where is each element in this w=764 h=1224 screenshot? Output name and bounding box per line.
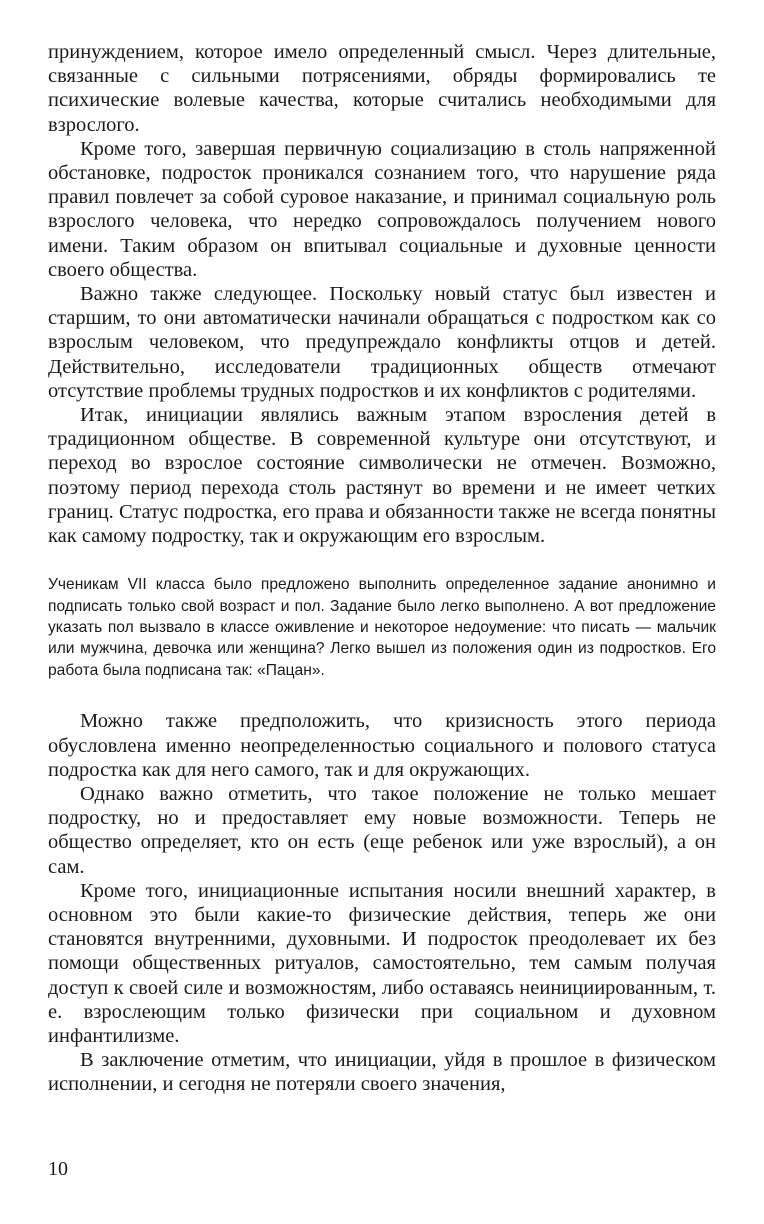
paragraph: Важно также следующее. Поскольку новый статус был известен и старшим, то они автоматически начинали обращаться с подростком как со взрослым человеком, что предупреждало конфликты отцов и детей. Действительно, исследователи традиционных обществ отмечают отсутствие проблемы трудных подростков и их конфликтов с родителями.: [48, 283, 716, 402]
paragraph: Кроме того, завершая первичную социализацию в столь напряженной обстановке, подросток проникался сознанием того, что нарушение ряда правил повлечет за собой суровое наказание, и принимал социальную роль взрослого человека, что нередко сопровождалось получением нового имени. Таким образом он впитывал социальные и духовные ценности своего общества.: [48, 137, 716, 281]
paragraph: Однако важно отметить, что такое положение не только мешает подростку, но и предоставляет ему новые возможности. Теперь не общество определяет, кто он есть (еще ребенок или уже взрослый), а он сам.: [48, 782, 716, 878]
paragraph: Кроме того, инициационные испытания носили внешний характер, в основном это были какие-то физические действия, теперь же они становятся внутренними, духовными. И подросток преодолевает их без помощи общественных ритуалов, самостоятельно, тем самым получая доступ к своей силе и возможностям, либо оставаясь неинициированным, т. е. взрослеющим только физически при социальном и духовном инфантилизме.: [48, 879, 716, 1047]
example-note: Ученикам VII класса было предложено выполнить определенное задание анонимно и подписать только свой возраст и пол. Задание было легко выполнено. А вот предложение указать пол вызвало в классе оживление и некоторое недоумение: что писать — мальчик или мужчина, девочка или женщина? Легко вышел из положения один из подростков. Его работа была подписана так: «Пацан».: [48, 576, 716, 679]
paragraph: Итак, инициации являлись важным этапом взросления детей в традиционном обществе. В современной культуре они отсутствуют, и переход во взрослое состояние символически не отмечен. Возможно, поэтому период перехода столь растянут во времени и не имеет четких границ. Статус подростка, его права и обязанности также не всегда понятны как самому подростку, так и окружающим его взрослым.: [48, 404, 716, 548]
page-number: 10: [48, 1158, 68, 1180]
paragraph-continues: В заключение отметим, что инициации, уйдя в прошлое в физическом исполнении, и сегодня не потеряли своего значения,: [48, 1049, 716, 1096]
paragraph-continuation: принуждением, которое имело определенный смысл. Через длительные, связанные с сильными потрясениями, обряды формировались те психические волевые качества, которые считались необходимыми для взрослого.: [48, 41, 716, 136]
paragraph: Можно также предположить, что кризисность этого периода обусловлена именно неопределенностью социального и полового статуса подростка как для него самого, так и для окружающих.: [48, 710, 716, 781]
book-page: [48, 40, 716, 1097]
